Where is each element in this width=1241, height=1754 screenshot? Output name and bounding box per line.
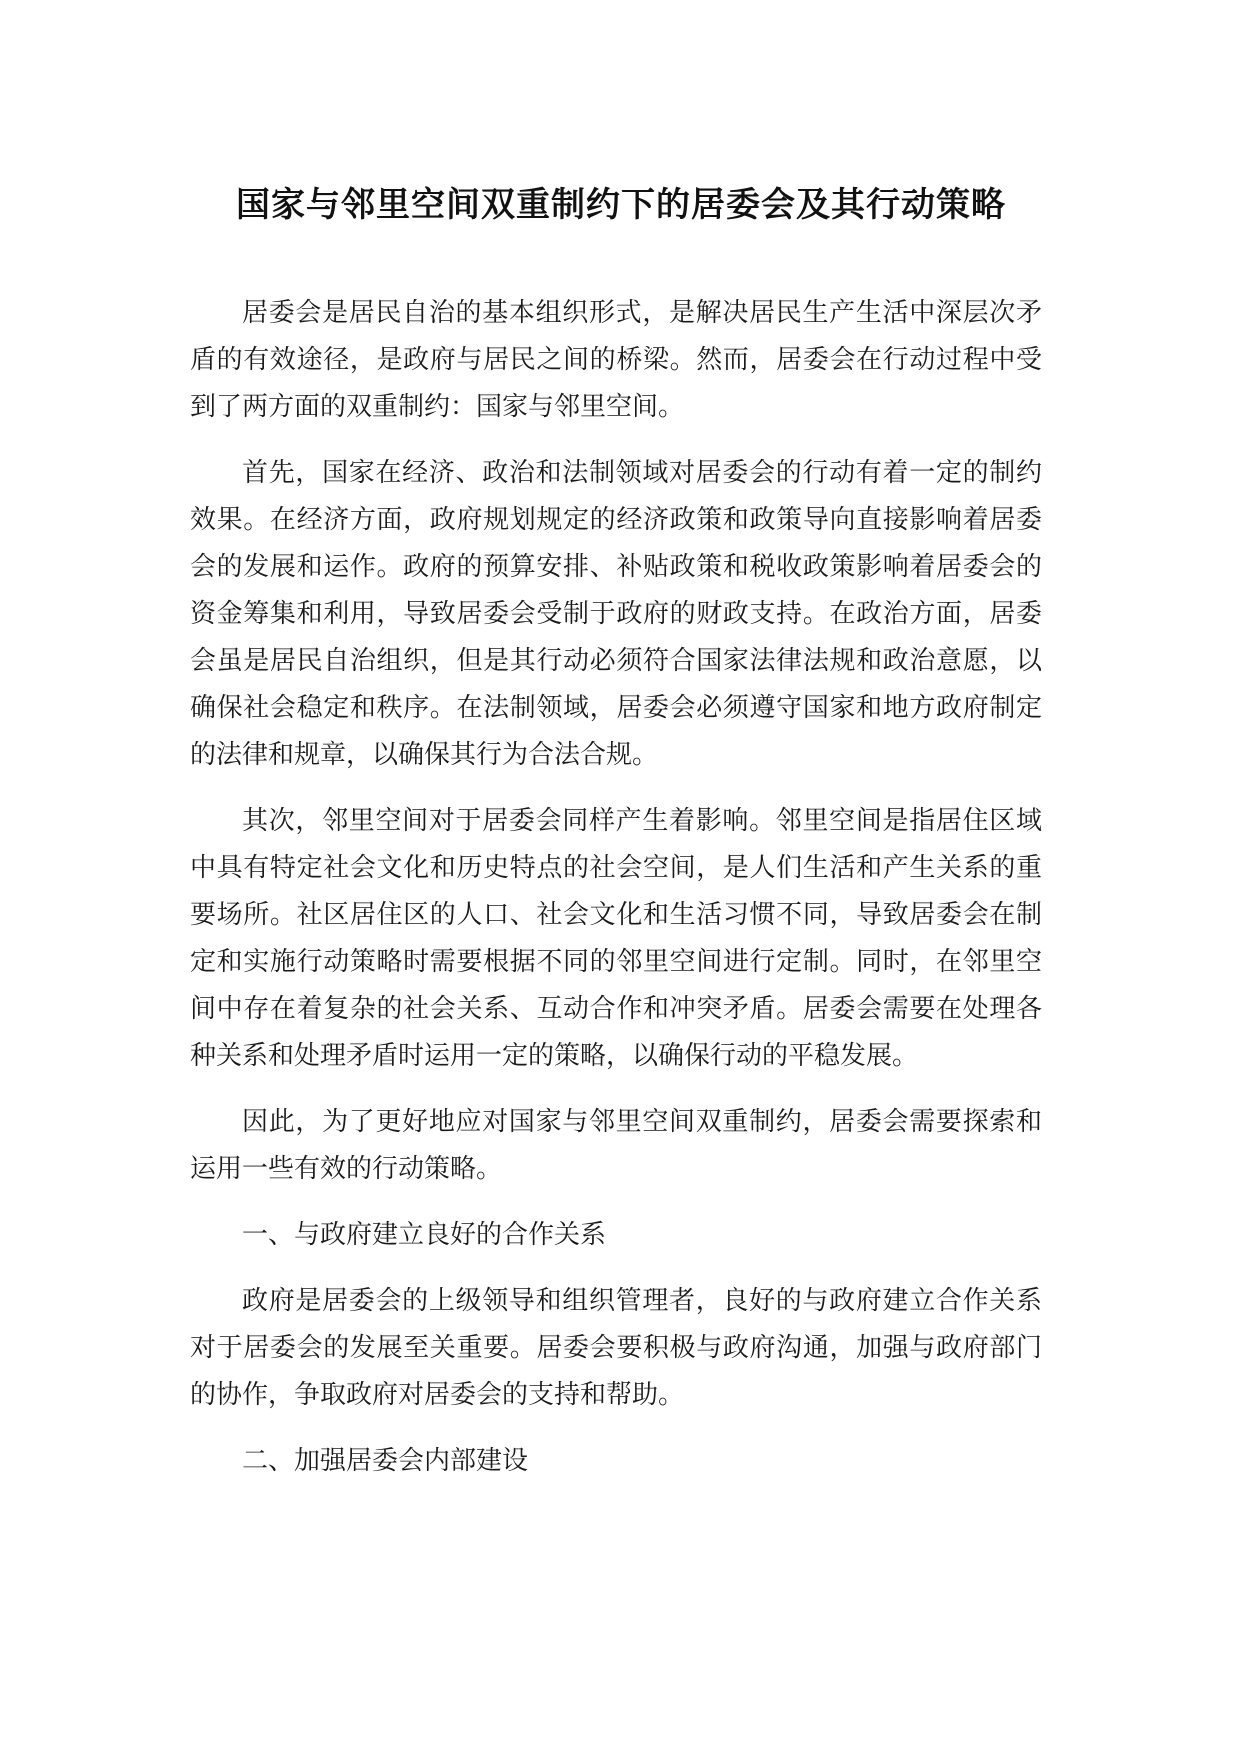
paragraph-intro: 居委会是居民自治的基本组织形式，是解决居民生产生活中深层次矛盾的有效途径，是政府与居民之间的桥梁。然而，居委会在行动过程中受到了两方面的双重制约：国家与邻里空间。 — [190, 298, 1042, 422]
document-title: 国家与邻里空间双重制约下的居委会及其行动策略 — [236, 185, 1006, 225]
paragraph-state-constraints: 首先，国家在经济、政治和法制领域对居委会的行动有着一定的制约效果。在经济方面，政府规划规定的经济政策和政策导向直接影响着居委会的发展和运作。政府的预算安排、补贴政策和税收政策影响着居委会的资金筹集和利用，导致居委会受制于政府的财政支持。在政治方面，居委会虽是居民自治组织，但是其行动必须符合国家法律法规和政治意愿，以确保社会稳定和秩序。在法制领域，居委会必须遵守国家和地方政府制定的法律和规章，以确保其行为合法合规。 — [190, 458, 1042, 770]
paragraph-government-cooperation: 政府是居委会的上级领导和组织管理者，良好的与政府建立合作关系对于居委会的发展至关重要。居委会要积极与政府沟通，加强与政府部门的协作，争取政府对居委会的支持和帮助。 — [190, 1286, 1042, 1410]
section-heading-2: 二、加强居委会内部建设 — [242, 1446, 529, 1476]
document-body — [190, 290, 1042, 1504]
paragraph-conclusion: 因此，为了更好地应对国家与邻里空间双重制约，居委会需要探索和运用一些有效的行动策略。 — [190, 1107, 1042, 1184]
section-heading-1: 一、与政府建立良好的合作关系 — [242, 1220, 607, 1250]
paragraph-neighborhood-constraints: 其次，邻里空间对于居委会同样产生着影响。邻里空间是指居住区域中具有特定社会文化和历史特点的社会空间，是人们生活和产生关系的重要场所。社区居住区的人口、社会文化和生活习惯不同，导致居委会在制定和实施行动策略时需要根据不同的邻里空间进行定制。同时，在邻里空间中存在着复杂的社会关系、互动合作和冲突矛盾。居委会需要在处理各种关系和处理矛盾时运用一定的策略，以确保行动的平稳发展。 — [190, 806, 1042, 1071]
